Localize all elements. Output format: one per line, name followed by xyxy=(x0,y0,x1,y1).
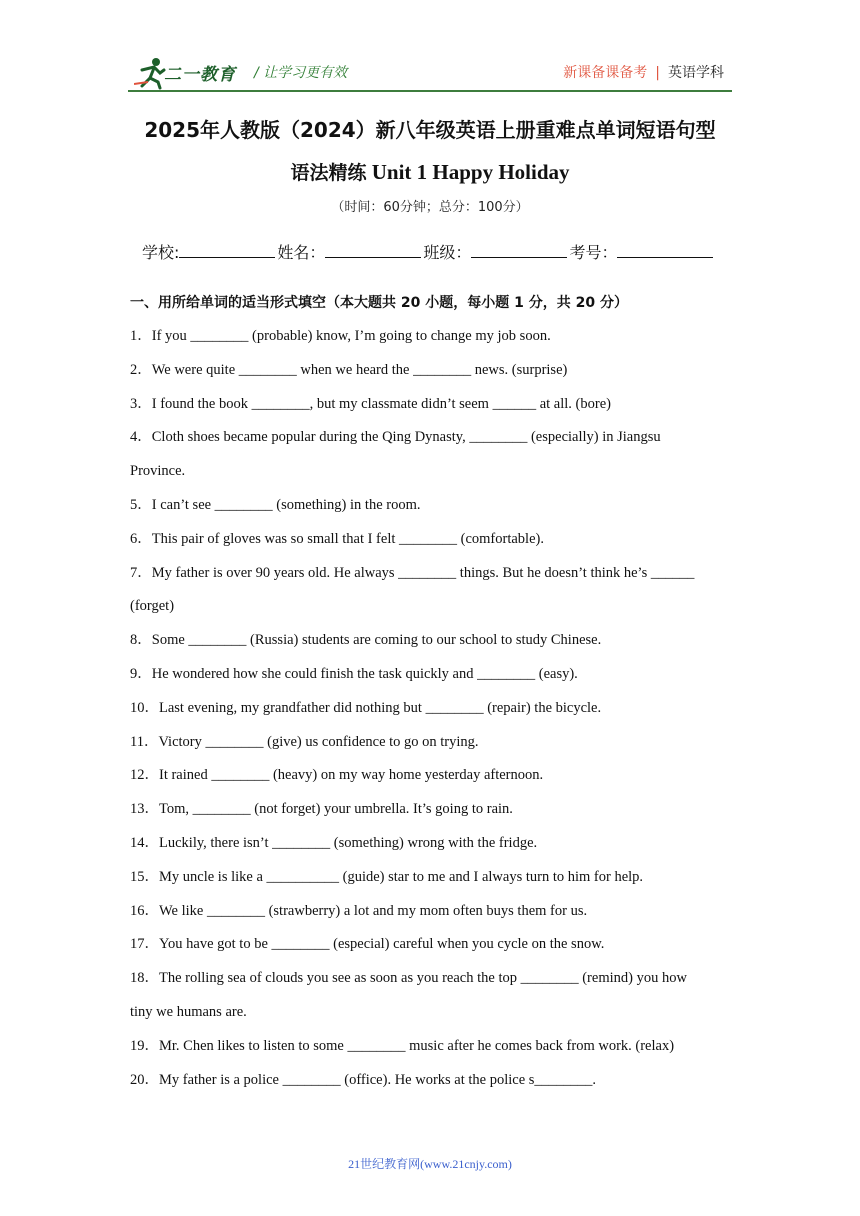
footer-source: 21世纪教育网(www.21cnjy.com) xyxy=(348,1157,512,1171)
doc-title-line1: 2025年人教版（2024）新八年级英语上册重难点单词短语句型 xyxy=(144,118,716,142)
class-blank[interactable] xyxy=(471,243,567,258)
question-line: 7．My father is over 90 years old. He always ________ things. But he doesn’t think he’s ______ xyxy=(130,564,695,581)
question-line: 19．Mr. Chen likes to listen to some ________ music after he comes back from work. (relax) xyxy=(130,1037,675,1054)
question-line: 1．If you ________ (probable) know, I’m going to change my job soon. xyxy=(130,328,551,344)
student-info-row xyxy=(142,240,715,263)
question-line: 18．The rolling sea of clouds you see as soon as you reach the top ________ (remind) you how xyxy=(130,970,687,987)
question-line: 14．Luckily, there isn’t ________ (something) wrong with the fridge. xyxy=(130,835,538,851)
question-line: 16．We like ________ (strawberry) a lot and my mom often buys them for us. xyxy=(130,902,588,919)
school-blank[interactable] xyxy=(179,243,275,258)
header-separator: | xyxy=(655,65,660,81)
logo xyxy=(134,56,244,90)
name-blank[interactable] xyxy=(325,243,421,258)
doc-subtitle: （时间：60分钟；总分：100分） xyxy=(331,200,529,215)
header-subject-label: 英语学科 xyxy=(668,65,724,81)
question-line: tiny we humans are. xyxy=(130,1004,247,1020)
question-line: 20．My father is a police ________ (office). He works at the police s________. xyxy=(130,1071,597,1088)
exam-number-label: 考号： xyxy=(569,243,618,262)
logo-text: 二一教育 xyxy=(164,65,236,85)
question-line: 2．We were quite ________ when we heard the ________ news. (surprise) xyxy=(130,361,568,378)
header-divider xyxy=(128,90,732,92)
class-label: 班级： xyxy=(423,243,472,262)
name-label: 姓名： xyxy=(277,243,326,262)
question-line: 12．It rained ________ (heavy) on my way home yesterday afternoon. xyxy=(130,767,544,784)
question-line: 10．Last evening, my grandfather did nothing but ________ (repair) the bicycle. xyxy=(130,699,602,716)
question-line: Province. xyxy=(130,463,186,480)
question-line: 3．I found the book ________, but my classmate didn’t seem ______ at all. (bore) xyxy=(130,395,611,412)
question-line: 9．He wondered how she could finish the task quickly and ________ (easy). xyxy=(130,666,578,682)
header-subject xyxy=(563,62,724,82)
question-line: 5．I can’t see ________ (something) in the room. xyxy=(130,497,421,513)
question-line: 8．Some ________ (Russia) students are coming to our school to study Chinese. xyxy=(130,632,602,649)
question-line: 15．My uncle is like a __________ (guide) star to me and I always turn to him for help. xyxy=(130,868,644,885)
exam-number-blank[interactable] xyxy=(617,243,713,258)
question-line: (forget) xyxy=(130,598,175,615)
question-line: 4．Cloth shoes became popular during the Qing Dynasty, ________ (especially) in Jiangsu xyxy=(130,429,661,446)
doc-title-line2 xyxy=(0,158,860,185)
doc-title-cn: 语法精练 xyxy=(290,162,367,184)
question-line: 13．Tom, ________ (not forget) your umbrella. It’s going to rain. xyxy=(130,801,513,818)
section-title: 一、用所给单词的适当形式填空（本大题共 20 小题，每小题 1 分，共 20 分） xyxy=(130,295,628,311)
question-line: 6．This pair of gloves was so small that I felt ________ (comfortable). xyxy=(130,530,544,547)
school-label: 学校: xyxy=(142,243,180,262)
runner-logo-icon xyxy=(134,56,168,90)
doc-title-en: Unit 1 Happy Holiday xyxy=(366,160,570,184)
slogan: / 让学习更有效 xyxy=(254,65,348,81)
header-tagline: 新课备课备考 xyxy=(563,65,648,81)
page-header xyxy=(0,0,860,100)
question-line: 17．You have got to be ________ (especial) careful when you cycle on the snow. xyxy=(130,936,605,953)
question-line: 11．Victory ________ (give) us confidence to go on trying. xyxy=(130,733,479,750)
